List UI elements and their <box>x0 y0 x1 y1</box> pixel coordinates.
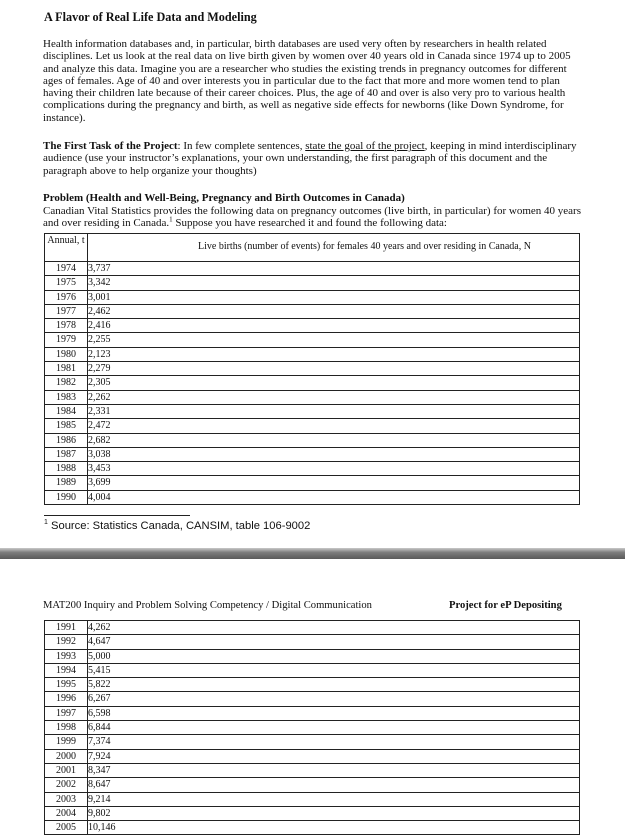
births-cell: 9,802 <box>88 806 580 820</box>
page-break-divider <box>0 548 625 559</box>
year-cell: 1991 <box>45 621 88 635</box>
table-row <box>45 390 580 404</box>
year-cell: 2002 <box>45 778 88 792</box>
births-cell: 2,255 <box>88 333 580 347</box>
table-row <box>45 304 580 318</box>
births-cell: 4,004 <box>88 490 580 504</box>
births-cell: 4,262 <box>88 621 580 635</box>
births-cell: 2,472 <box>88 419 580 433</box>
births-cell: 6,267 <box>88 692 580 706</box>
year-cell: 1995 <box>45 678 88 692</box>
year-cell: 2001 <box>45 763 88 777</box>
document-page-2 <box>0 559 625 839</box>
births-cell: 3,699 <box>88 476 580 490</box>
table-row <box>45 290 580 304</box>
table-row <box>45 276 580 290</box>
table-row <box>45 806 580 820</box>
task-rest: , keeping in mind interdisciplinary audience (use your instructor’s explanations, your own understanding, the first paragraph of this document and the paragraph above to help organize your thoughts) <box>43 140 577 177</box>
first-task-paragraph <box>43 140 584 177</box>
table-row <box>45 692 580 706</box>
table-row <box>45 347 580 361</box>
births-cell: 7,374 <box>88 735 580 749</box>
year-cell: 1989 <box>45 476 88 490</box>
year-cell: 1977 <box>45 304 88 318</box>
year-cell: 1994 <box>45 663 88 677</box>
footnote-divider <box>44 515 190 516</box>
year-cell: 1997 <box>45 706 88 720</box>
births-cell: 3,453 <box>88 462 580 476</box>
births-cell: 6,844 <box>88 721 580 735</box>
problem-text-b: Suppose you have researched it and found the following data: <box>172 217 447 230</box>
year-cell: 1979 <box>45 333 88 347</box>
table-row <box>45 678 580 692</box>
table-row <box>45 621 580 635</box>
table-header-row <box>45 234 580 262</box>
births-cell: 9,214 <box>88 792 580 806</box>
births-cell: 5,822 <box>88 678 580 692</box>
births-cell: 2,305 <box>88 376 580 390</box>
births-cell: 8,347 <box>88 763 580 777</box>
table-row <box>45 404 580 418</box>
births-cell: 3,737 <box>88 262 580 276</box>
births-cell: 7,924 <box>88 749 580 763</box>
births-table-part-1 <box>44 233 580 505</box>
births-cell: 2,279 <box>88 362 580 376</box>
year-cell: 1985 <box>45 419 88 433</box>
running-header-project: Project for eP Depositing <box>449 600 562 611</box>
table-row <box>45 763 580 777</box>
births-cell: 2,682 <box>88 433 580 447</box>
table-row <box>45 476 580 490</box>
year-cell: 1992 <box>45 635 88 649</box>
problem-text <box>43 205 593 230</box>
intro-paragraph: Health information databases and, in particular, birth databases are used very often by researchers in health related disciplines. Let us look at the real data on live birth given by women over 40 years old in Canada since 1974 up to 2005 and analyze this data. Imagine you are a researcher who studies the existing trends in pregnancy outcomes for different ages of females. Age of 40 and over interests you in particular due to the fact that more and more women tend to plan having their children late because of their career choices. Plus, the age of 40 and over is also very pro to various health complications during the pregnancy and birth, as well as negative side effects for newborns (like Down Syndrome, for instance). <box>43 38 571 124</box>
footnote-number: 1 <box>44 519 48 526</box>
year-cell: 1983 <box>45 390 88 404</box>
header-annual-t: Annual, t <box>45 234 88 262</box>
year-cell: 1988 <box>45 462 88 476</box>
table-row <box>45 362 580 376</box>
table-row <box>45 749 580 763</box>
table-row <box>45 735 580 749</box>
page-title: A Flavor of Real Life Data and Modeling <box>44 10 257 24</box>
table-row <box>45 778 580 792</box>
footnote <box>44 520 310 532</box>
year-cell: 2003 <box>45 792 88 806</box>
births-cell: 5,000 <box>88 649 580 663</box>
births-cell: 3,001 <box>88 290 580 304</box>
year-cell: 1990 <box>45 490 88 504</box>
year-cell: 1987 <box>45 447 88 461</box>
year-cell: 1996 <box>45 692 88 706</box>
year-cell: 1986 <box>45 433 88 447</box>
running-header-course: MAT200 Inquiry and Problem Solving Competency / Digital Communication <box>43 600 372 611</box>
task-colon: : In few complete sentences, <box>177 140 306 152</box>
table-row <box>45 706 580 720</box>
table-row <box>45 721 580 735</box>
year-cell: 1982 <box>45 376 88 390</box>
year-cell: 1984 <box>45 404 88 418</box>
table-row <box>45 333 580 347</box>
table-row <box>45 433 580 447</box>
problem-title: Problem (Health and Well-Being, Pregnancy and Birth Outcomes in Canada) <box>43 192 405 204</box>
births-table-part-2 <box>44 620 580 835</box>
births-cell: 4,647 <box>88 635 580 649</box>
year-cell: 1993 <box>45 649 88 663</box>
births-cell: 3,038 <box>88 447 580 461</box>
table-row <box>45 447 580 461</box>
year-cell: 2000 <box>45 749 88 763</box>
year-cell: 1981 <box>45 362 88 376</box>
year-cell: 1976 <box>45 290 88 304</box>
table-row <box>45 419 580 433</box>
table-row <box>45 376 580 390</box>
table-row <box>45 649 580 663</box>
table-row <box>45 262 580 276</box>
year-cell: 1998 <box>45 721 88 735</box>
year-cell: 1978 <box>45 319 88 333</box>
year-cell: 1974 <box>45 262 88 276</box>
footnote-source: Source: Statistics Canada, CANSIM, table 106-9002 <box>51 520 311 532</box>
births-cell: 10,146 <box>88 821 580 835</box>
table-row <box>45 490 580 504</box>
births-cell: 2,331 <box>88 404 580 418</box>
table-row <box>45 792 580 806</box>
footnote-marker: 1 <box>169 215 173 224</box>
table-row <box>45 462 580 476</box>
year-cell: 2005 <box>45 821 88 835</box>
births-cell: 5,415 <box>88 663 580 677</box>
births-cell: 2,416 <box>88 319 580 333</box>
table-row <box>45 635 580 649</box>
births-cell: 3,342 <box>88 276 580 290</box>
year-cell: 1975 <box>45 276 88 290</box>
births-cell: 8,647 <box>88 778 580 792</box>
year-cell: 1999 <box>45 735 88 749</box>
task-goal-underlined: state the goal of the project <box>305 140 425 152</box>
table-row <box>45 663 580 677</box>
births-cell: 2,462 <box>88 304 580 318</box>
year-cell: 1980 <box>45 347 88 361</box>
table-row <box>45 821 580 835</box>
table-row <box>45 319 580 333</box>
header-live-births: Live births (number of events) for females 40 years and over residing in Canada, N <box>88 234 580 262</box>
births-cell: 2,123 <box>88 347 580 361</box>
task-label: The First Task of the Project <box>43 140 178 152</box>
births-cell: 2,262 <box>88 390 580 404</box>
problem-text-a: Canadian Vital Statistics provides the following data on pregnancy outcomes (live birth, in particular) for women 40 years and over residing in Canada. <box>43 205 581 230</box>
births-cell: 6,598 <box>88 706 580 720</box>
year-cell: 2004 <box>45 806 88 820</box>
